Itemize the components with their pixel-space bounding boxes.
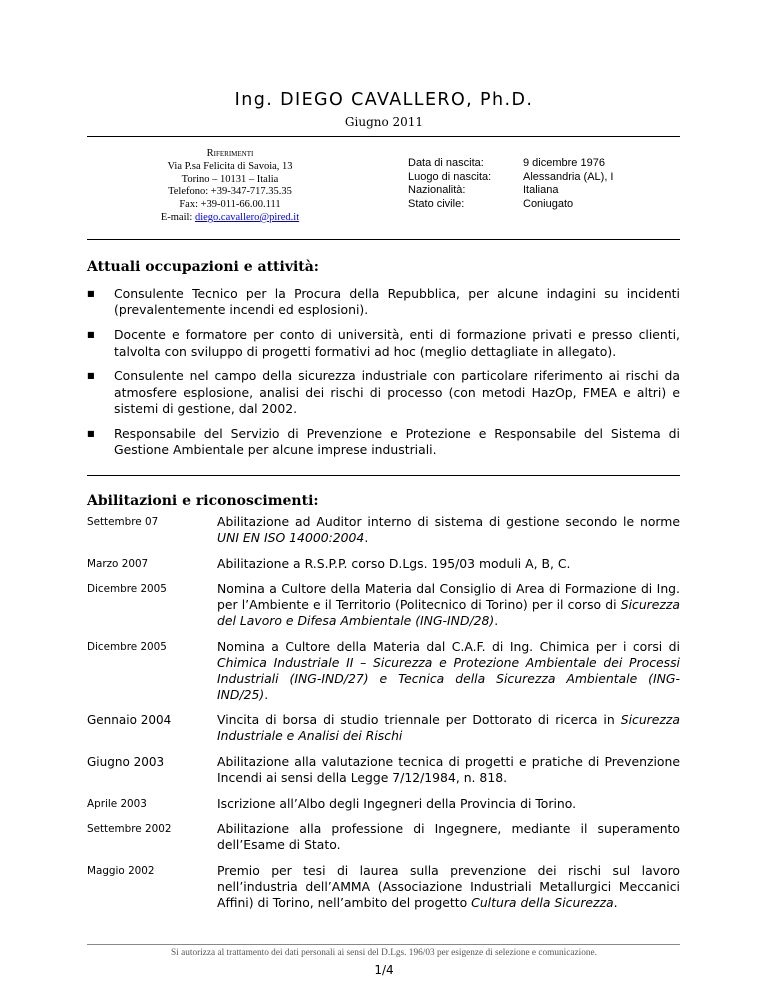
list-item — [87, 368, 680, 417]
birth-place-label: Luogo di nascita: — [408, 170, 492, 183]
cv-name-title: Ing. DIEGO CAVALLERO, Ph.D. — [234, 90, 534, 110]
qualification-date: Aprile 2003 — [87, 797, 147, 810]
fax-line: Fax: +39-011-66.00.111 — [179, 199, 281, 211]
square-bullet-icon: ■ — [87, 371, 95, 381]
birth-place-value: Alessandria (AL), I — [523, 170, 614, 183]
qualification-text: Abilitazione ad Auditor interno di sistema di gestione secondo le norme — [217, 514, 680, 529]
footer-divider — [87, 944, 680, 945]
email-label: E-mail: — [160, 211, 195, 223]
list-item — [87, 327, 680, 360]
qualification-italic-text: Chimica Industriale II – Sicurezza e Protezione Ambientale dei Processi Industriali (ING-IND/27) e Tecnica della Sicurezza Ambientale (ING-IND/25) — [217, 654, 680, 702]
qualification-date: Settembre 2002 — [87, 823, 172, 836]
qualification-description — [217, 712, 680, 744]
qualification-row — [87, 821, 680, 853]
qualification-text: Abilitazione alla professione di Ingegnere, mediante il superamento dell’Esame di Stato. — [217, 821, 680, 853]
qualification-italic-text: Sicurezza del Lavoro e Difesa Ambientale (ING-IND/28) — [217, 597, 680, 629]
list-item — [87, 286, 680, 319]
references-heading: Riferimenti — [206, 148, 254, 159]
qualification-description — [217, 514, 680, 546]
marital-status-label: Stato civile: — [408, 198, 465, 211]
qualification-text: Vincita di borsa di studio triennale per Dottorato di ricerca in — [217, 712, 621, 728]
qualification-date: Maggio 2002 — [87, 864, 155, 877]
qualification-text: Nomina a Cultore della Materia dal C.A.F. di Ing. Chimica per i corsi di — [217, 638, 680, 654]
qualification-description — [217, 821, 680, 853]
personal-info-values — [523, 157, 613, 212]
qualification-date: Giugno 2003 — [87, 754, 165, 769]
qualifications-list — [87, 514, 680, 920]
square-bullet-icon: ■ — [87, 428, 95, 438]
phone-line: Telefono: +39-347-717.35.35 — [168, 186, 292, 198]
qualification-italic-text: UNI EN ISO 14000:2004 — [217, 530, 365, 545]
qualification-date: Settembre 07 — [87, 516, 159, 528]
qualification-date: Dicembre 2005 — [87, 640, 167, 653]
qualification-text: Abilitazione alla valutazione tecnica di progetti e pratiche di Prevenzione Incendi ai sensi della Legge 7/12/1984, n. 818. — [217, 753, 680, 785]
birth-date-label: Data di nascita: — [408, 157, 484, 169]
occupation-text: Responsabile del Servizio di Prevenzione e Protezione e Responsabile del Sistema di Gestione Ambientale per alcune imprese industriali. — [114, 425, 680, 458]
birth-date-value: 9 dicembre 1976 — [523, 157, 605, 169]
qualification-description — [217, 639, 680, 703]
qualification-text: . — [364, 530, 369, 545]
qualification-date: Marzo 2007 — [87, 557, 149, 570]
qualification-description — [217, 556, 680, 572]
qualification-row — [87, 556, 680, 572]
occupations-heading: Attuali occupazioni e attività: — [87, 259, 319, 275]
qualification-text: Abilitazione a R.S.P.P. corso D.Lgs. 195/03 moduli A, B, C. — [217, 555, 571, 571]
square-bullet-icon: ■ — [87, 330, 95, 340]
document-date: Giugno 2011 — [344, 115, 424, 129]
qualifications-heading: Abilitazioni e riconoscimenti: — [87, 493, 319, 509]
qualification-text: . — [494, 613, 499, 629]
divider-after-header — [87, 239, 680, 240]
qualification-date: Dicembre 2005 — [87, 583, 167, 596]
marital-status-value: Coniugato — [523, 198, 574, 211]
divider-top — [87, 136, 680, 137]
qualification-row — [87, 639, 680, 703]
qualification-italic-text: Cultura della Sicurezza — [471, 894, 614, 910]
qualification-text: . — [613, 894, 618, 910]
occupation-text: Consulente nel campo della sicurezza industriale con particolare riferimento ai rischi da atmosfere esplosione, analisi dei rischi di processo (con metodi HazOp, FMEA e altri) e sistemi di gestione, dal 2002. — [114, 368, 680, 417]
qualification-description — [217, 863, 680, 911]
occupation-text: Docente e formatore per conto di università, enti di formazione privati e presso clienti, talvolta con sviluppo di progetti formativi ad hoc (meglio dettagliate in allegato). — [114, 327, 680, 359]
privacy-note: Si autorizza al trattamento dei dati personali ai sensi del D.Lgs. 196/03 per esigenze di selezione e comunicazione. — [171, 948, 597, 958]
qualification-text: Nomina a Cultore della Materia dal Consiglio di Area di Formazione di Ing. per l’Ambiente e il Territorio (Politecnico di Torino) per il corso di — [217, 581, 680, 613]
qualification-text: . — [264, 686, 269, 702]
nationality-value: Italiana — [523, 184, 559, 197]
email-line — [130, 212, 330, 225]
qualification-description — [217, 796, 680, 812]
qualification-row — [87, 581, 680, 629]
qualification-description — [217, 754, 680, 786]
page-number: 1/4 — [374, 963, 394, 977]
qualification-row — [87, 514, 680, 546]
divider-before-qualifications — [87, 475, 680, 476]
email-link[interactable]: diego.cavallero@pired.it — [194, 211, 300, 223]
qualification-description — [217, 581, 680, 629]
qualification-text: Iscrizione all’Albo degli Ingegneri della Provincia di Torino. — [217, 795, 577, 811]
qualification-row — [87, 754, 680, 786]
nationality-label: Nazionalità: — [408, 184, 466, 197]
qualification-row — [87, 796, 680, 812]
occupation-text: Consulente Tecnico per la Procura della Repubblica, per alcune indagini su incidenti (prevalentemente incendi ed esplosioni). — [114, 286, 680, 318]
qualification-text: Premio per tesi di laurea sulla prevenzione dei rischi sul lavoro nell’industria dell’AMMA (Associazione Industriali Metallurgici Meccanici Affini) di Torino, nell’ambito del progetto — [217, 862, 680, 910]
address-line-2: Torino – 10131 – Italia — [181, 173, 279, 185]
qualification-date: Gennaio 2004 — [87, 713, 172, 728]
qualification-row — [87, 712, 680, 744]
occupations-list — [87, 286, 680, 467]
address-line-1: Via P.sa Felicita di Savoia, 13 — [167, 160, 293, 172]
personal-info-labels — [408, 157, 491, 212]
list-item — [87, 426, 680, 459]
qualification-italic-text: Sicurezza Industriale e Analisi dei Rischi — [217, 712, 680, 744]
qualification-row — [87, 863, 680, 911]
square-bullet-icon: ■ — [87, 289, 95, 298]
references-block — [130, 148, 330, 225]
